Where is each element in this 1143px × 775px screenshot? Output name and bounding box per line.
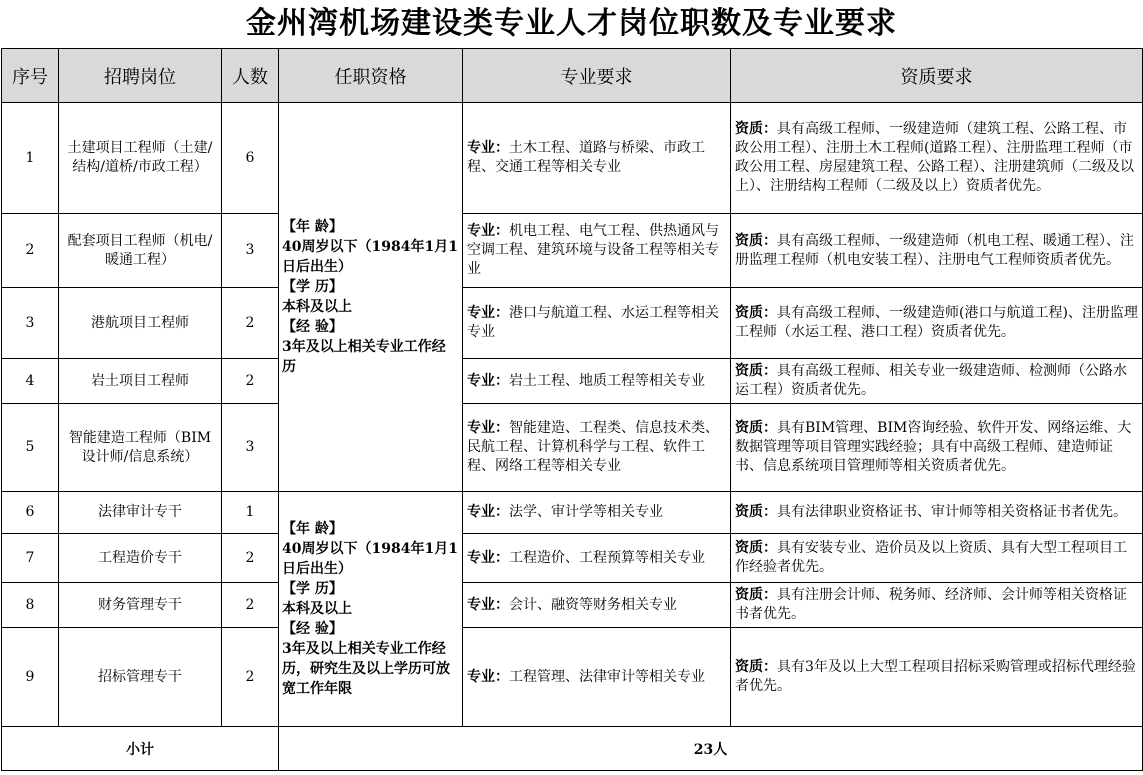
experience-label: 【经 验】 bbox=[282, 319, 343, 335]
row-position: 招标管理专干 bbox=[59, 628, 222, 727]
table-row bbox=[2, 534, 1143, 583]
row-major: 专业：法学、审计学等相关专业 bbox=[463, 492, 731, 534]
age-label: 【年 龄】 bbox=[282, 219, 343, 235]
row-major: 专业：岩土工程、地质工程等相关专业 bbox=[463, 359, 731, 404]
row-position: 财务管理专干 bbox=[59, 583, 222, 628]
row-major: 专业：港口与航道工程、水运工程等相关专业 bbox=[463, 288, 731, 359]
row-major: 专业：机电工程、电气工程、供热通风与空调工程、建筑环境与设备工程等相关专业 bbox=[463, 214, 731, 288]
row-index: 5 bbox=[2, 404, 59, 492]
row-credential: 资质：具有安装专业、造价员及以上资质、具有大型工程项目工作经验者优先。 bbox=[731, 534, 1143, 583]
row-major: 专业：工程管理、法律审计等相关专业 bbox=[463, 628, 731, 727]
age-label: 【年 龄】 bbox=[282, 521, 343, 537]
row-index: 4 bbox=[2, 359, 59, 404]
row-credential: 资质：具有高级工程师、一级建造师（机电工程、暖通工程）、注册监理工程师（机电安装工程）、注册电气工程师资质者优先。 bbox=[731, 214, 1143, 288]
table-row bbox=[2, 583, 1143, 628]
row-count: 2 bbox=[222, 583, 279, 628]
age-value: 40周岁以下（1984年1月1日后出生） bbox=[282, 541, 458, 577]
subtotal-label: 小计 bbox=[2, 727, 279, 771]
header-qualification: 任职资格 bbox=[279, 49, 463, 103]
qualification-cell-group-1 bbox=[279, 103, 463, 492]
row-major: 专业：智能建造、工程类、信息技术类、民航工程、计算机科学与工程、软件工程、网络工程等相关专业 bbox=[463, 404, 731, 492]
row-count: 1 bbox=[222, 492, 279, 534]
row-index: 6 bbox=[2, 492, 59, 534]
qualification-cell-group-2 bbox=[279, 492, 463, 727]
row-position: 土建项目工程师（土建/结构/道桥/市政工程） bbox=[59, 103, 222, 214]
row-index: 9 bbox=[2, 628, 59, 727]
table-row bbox=[2, 628, 1143, 727]
subtotal-value: 23人 bbox=[279, 727, 1143, 771]
row-credential: 资质：具有3年及以上大型工程项目招标采购管理或招标代理经验者优先。 bbox=[731, 628, 1143, 727]
row-index: 3 bbox=[2, 288, 59, 359]
table-row bbox=[2, 103, 1143, 214]
row-position: 智能建造工程师（BIM设计师/信息系统） bbox=[59, 404, 222, 492]
table-row bbox=[2, 492, 1143, 534]
table-row bbox=[2, 359, 1143, 404]
row-major: 专业：会计、融资等财务相关专业 bbox=[463, 583, 731, 628]
row-count: 3 bbox=[222, 404, 279, 492]
education-value: 本科及以上 bbox=[282, 601, 352, 617]
education-value: 本科及以上 bbox=[282, 299, 352, 315]
education-label: 【学 历】 bbox=[282, 279, 343, 295]
row-credential: 资质：具有法律职业资格证书、审计师等相关资格证书者优先。 bbox=[731, 492, 1143, 534]
row-index: 8 bbox=[2, 583, 59, 628]
experience-value: 3年及以上相关专业工作经历 bbox=[282, 339, 446, 375]
row-credential: 资质：具有高级工程师、一级建造师(港口与航道工程)、注册监理工程师（水运工程、港口工程）资质者优先。 bbox=[731, 288, 1143, 359]
header-row bbox=[2, 49, 1143, 103]
row-count: 2 bbox=[222, 359, 279, 404]
experience-label: 【经 验】 bbox=[282, 621, 343, 637]
row-index: 7 bbox=[2, 534, 59, 583]
row-credential: 资质：具有BIM管理、BIM咨询经验、软件开发、网络运维、大数据管理等项目管理实践经验；具有中高级工程师、建造师证书、信息系统项目管理师等相关资质者优先。 bbox=[731, 404, 1143, 492]
row-position: 法律审计专干 bbox=[59, 492, 222, 534]
header-count: 人数 bbox=[222, 49, 279, 103]
table-row bbox=[2, 404, 1143, 492]
header-index: 序号 bbox=[2, 49, 59, 103]
row-major: 专业：土木工程、道路与桥梁、市政工程、交通工程等相关专业 bbox=[463, 103, 731, 214]
row-count: 3 bbox=[222, 214, 279, 288]
row-credential: 资质：具有高级工程师、相关专业一级建造师、检测师（公路水运工程）资质者优先。 bbox=[731, 359, 1143, 404]
row-credential: 资质：具有高级工程师、一级建造师（建筑工程、公路工程、市政公用工程）、注册土木工程师(道路工程）、注册监理工程师（市政公用工程、房屋建筑工程、公路工程）、注册建筑师（二级及以上）、注册结构工程师（二级及以上）资质者优先。 bbox=[731, 103, 1143, 214]
row-count: 6 bbox=[222, 103, 279, 214]
header-credential: 资质要求 bbox=[731, 49, 1143, 103]
header-major: 专业要求 bbox=[463, 49, 731, 103]
table-row bbox=[2, 288, 1143, 359]
row-position: 港航项目工程师 bbox=[59, 288, 222, 359]
row-position: 工程造价专干 bbox=[59, 534, 222, 583]
row-position: 岩土项目工程师 bbox=[59, 359, 222, 404]
row-credential: 资质：具有注册会计师、税务师、经济师、会计师等相关资格证书者优先。 bbox=[731, 583, 1143, 628]
positions-table bbox=[1, 48, 1143, 771]
row-count: 2 bbox=[222, 534, 279, 583]
row-index: 2 bbox=[2, 214, 59, 288]
age-value: 40周岁以下（1984年1月1日后出生） bbox=[282, 239, 458, 275]
row-count: 2 bbox=[222, 288, 279, 359]
page-title: 金州湾机场建设类专业人才岗位职数及专业要求 bbox=[246, 6, 897, 41]
row-count: 2 bbox=[222, 628, 279, 727]
experience-value: 3年及以上相关专业工作经历，研究生及以上学历可放宽工作年限 bbox=[282, 641, 450, 697]
subtotal-row bbox=[2, 727, 1143, 771]
row-index: 1 bbox=[2, 103, 59, 214]
row-position: 配套项目工程师（机电/暖通工程） bbox=[59, 214, 222, 288]
education-label: 【学 历】 bbox=[282, 581, 343, 597]
row-major: 专业：工程造价、工程预算等相关专业 bbox=[463, 534, 731, 583]
header-position: 招聘岗位 bbox=[59, 49, 222, 103]
table-row bbox=[2, 214, 1143, 288]
